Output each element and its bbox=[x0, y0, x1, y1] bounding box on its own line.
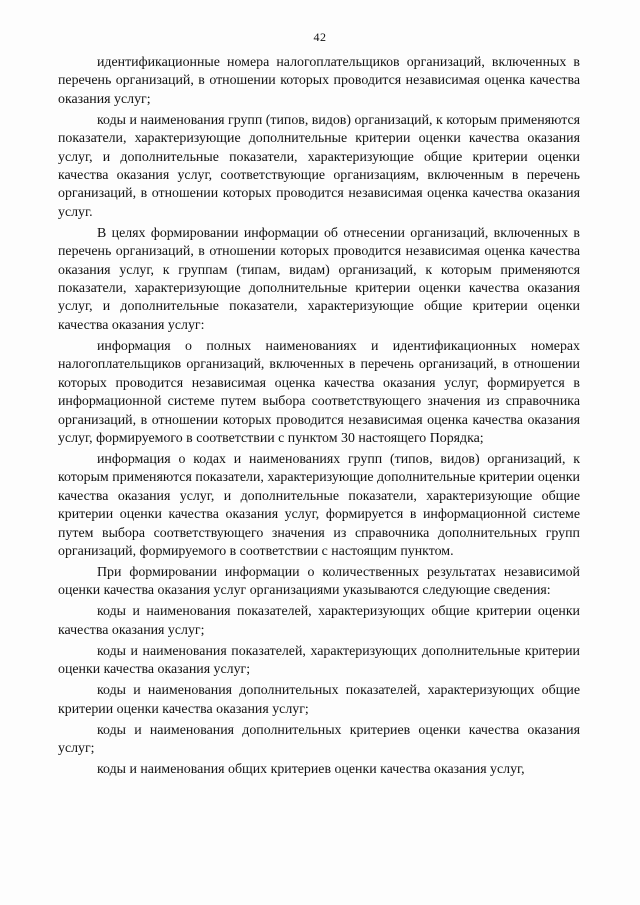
paragraph-grouping-purpose: В целях формировании информации об отнесении организаций, включенных в перечень организаций, в отношении которых проводится независимая оценка качества оказания услуг, к группам (типам, видам) организаций, к которым применяются показатели, характеризующие дополнительные критерии оценки качества оказания услуг, и дополнительные показатели, характеризующие общие критерии оценки качества оказания услуг: bbox=[58, 225, 580, 333]
list-item-additional-indicators: коды и наименования дополнительных показателей, характеризующих общие критерии оценки качества оказания услуг; bbox=[58, 683, 580, 717]
page-number: 42 bbox=[313, 30, 327, 44]
list-item-additional-criteria: коды и наименования дополнительных критериев оценки качества оказания услуг; bbox=[58, 722, 580, 756]
paragraph-quantitative-results: При формировании информации о количественных результатах независимой оценки качества оказания услуг организациями указываются следующие сведения: bbox=[58, 564, 580, 599]
list-item-general-criteria-indicators: коды и наименования показателей, характеризующих общие критерии оценки качества оказания услуг; bbox=[58, 604, 580, 638]
paragraph-inn-list: идентификационные номера налогоплательщиков организаций, включенных в перечень организаций, в отношении которых проводится независимая оценка качества оказания услуг; bbox=[58, 55, 580, 107]
paragraph-group-codes: коды и наименования групп (типов, видов) организаций, к которым применяются показатели, характеризующие дополнительные критерии оценки качества оказания услуг, и дополнительные показатели, характеризующие общие критерии оценки качества оказания услуг, соответствующие организациям, включенным в перечень организаций, в отношении которых проводится независимая оценка качества оказания услуг. bbox=[58, 112, 580, 220]
paragraph-group-codes-info: информация о кодах и наименованиях групп (типов, видов) организаций, к которым применяются показатели, характеризующие дополнительные критерии оценки качества оказания услуг, и дополнительные показатели, характеризующие общие критерии оценки качества оказания услуг, формируется в информационной системе путем выбора соответствующего значения из справочника дополнительных групп организаций, формируемого в соответствии с настоящим пунктом. bbox=[58, 451, 580, 559]
document-body bbox=[58, 54, 580, 782]
paragraph-org-names-info: информация о полных наименованиях и идентификационных номерах налогоплательщиков организаций, включенных в перечень организаций, в отношении которых проводится независимая оценка качества оказания услуг, формируется в информационной системе путем выбора соответствующего значения из справочника организаций, в отношении которых проводится независимая оценка качества оказания услуг, формируемого в соответствии с пунктом 30 настоящего Порядка; bbox=[58, 338, 580, 446]
list-item-additional-criteria-indicators: коды и наименования показателей, характеризующих дополнительные критерии оценки качества оказания услуг; bbox=[58, 643, 580, 678]
list-item-general-criteria: коды и наименования общих критериев оценки качества оказания услуг, bbox=[97, 761, 525, 777]
